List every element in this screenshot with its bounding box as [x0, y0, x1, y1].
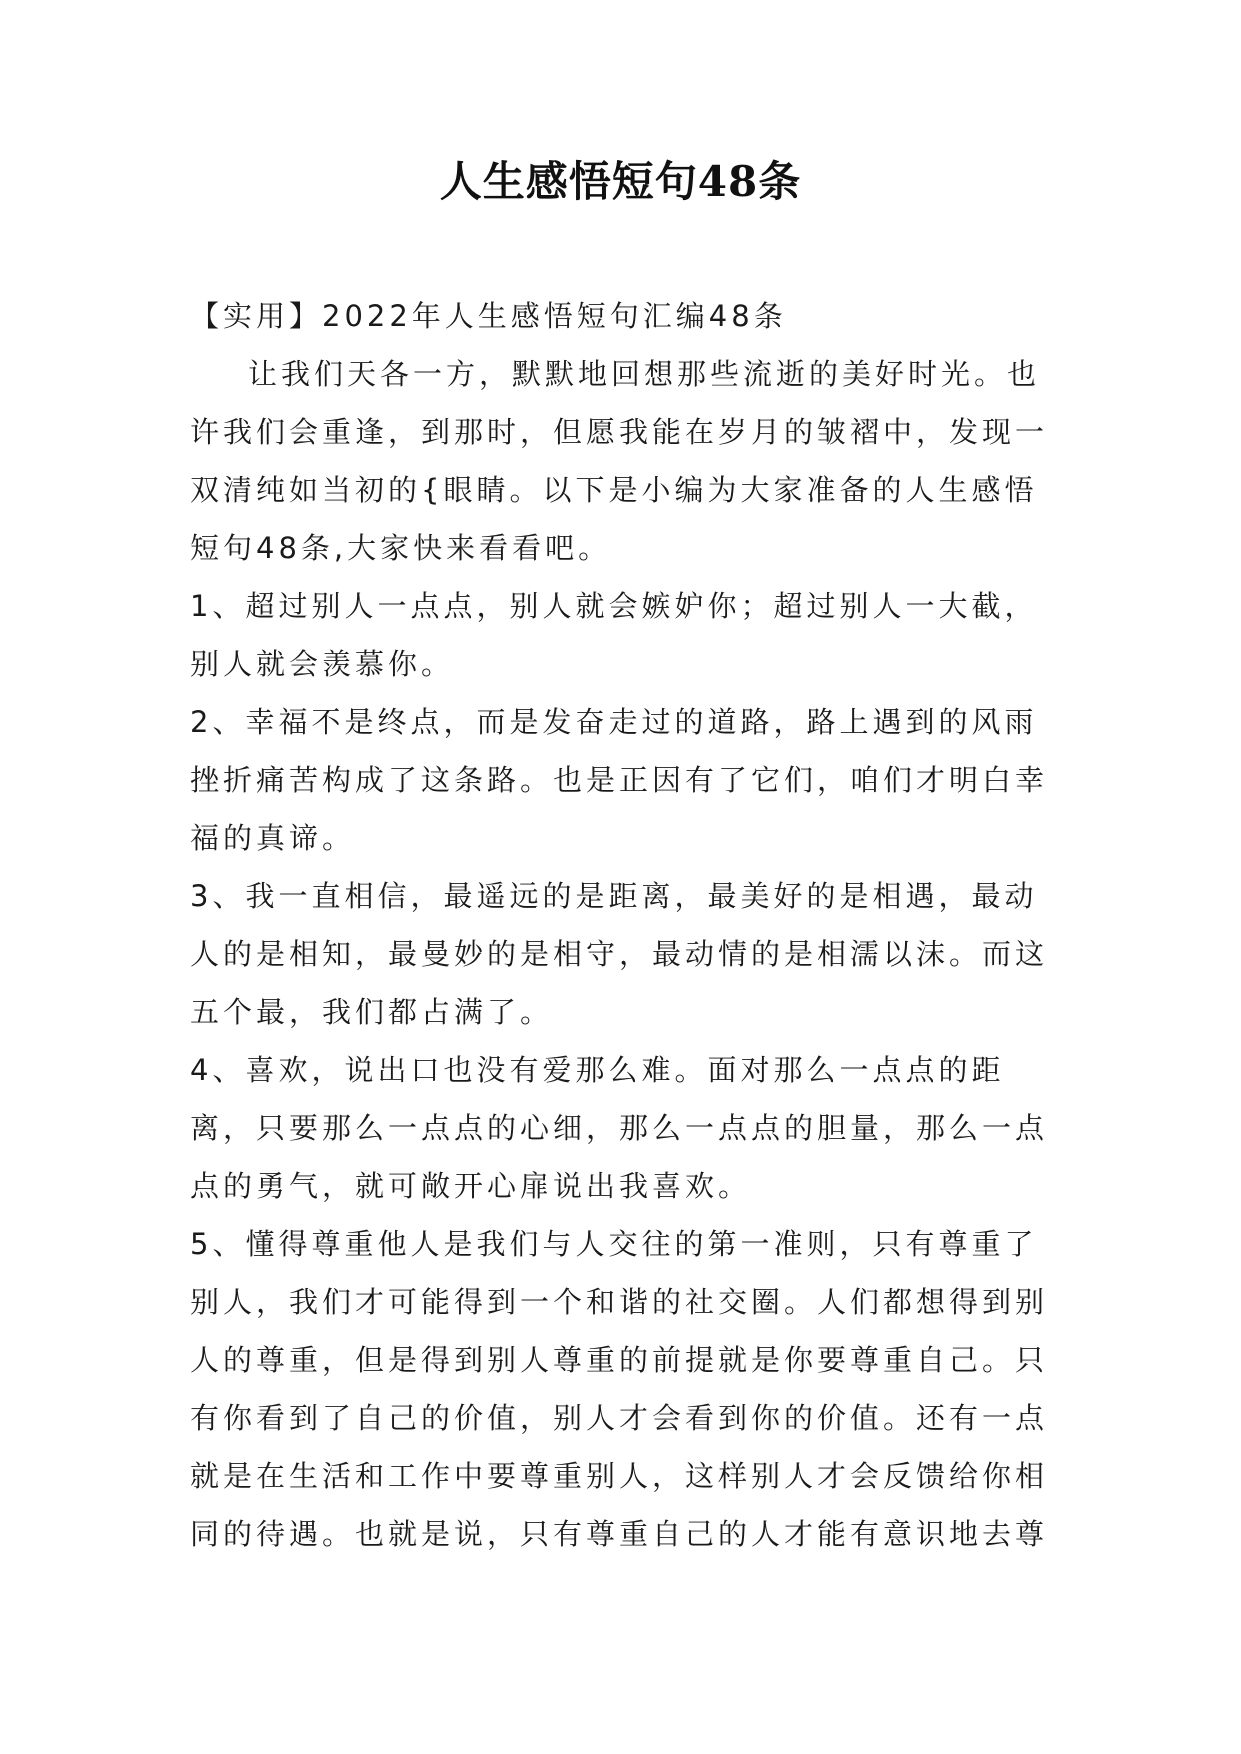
list-item-4: 4、喜欢，说出口也没有爱那么难。面对那么一点点的距离，只要那么一点点的心细，那么一点点的胆量，那么一点点的勇气，就可敞开心扉说出我喜欢。 — [190, 1053, 1049, 1203]
list-item-2: 2、幸福不是终点，而是发奋走过的道路，路上遇到的风雨挫折痛苦构成了这条路。也是正因有了它们，咱们才明白幸福的真谛。 — [190, 705, 1049, 855]
list-item-1: 1、超过别人一点点，别人就会嫉妒你；超过别人一大截，别人就会羡慕你。 — [190, 589, 1038, 681]
intro-paragraph: 让我们天各一方，默默地回想那些流逝的美好时光。也许我们会重逢，到那时，但愿我能在岁月的皱褶中，发现一双清纯如当初的{眼睛。以下是小编为大家准备的人生感悟短句48条,大家快来看看吧。 — [190, 357, 1049, 565]
document-body — [190, 287, 1060, 1563]
document-subtitle: 【实用】2022年人生感悟短句汇编48条 — [190, 299, 787, 333]
list-item-3: 3、我一直相信，最遥远的是距离，最美好的是相遇，最动人的是相知，最曼妙的是相守，最动情的是相濡以沫。而这五个最，我们都占满了。 — [190, 879, 1049, 1029]
document-title: 人生感悟短句48条 — [439, 157, 802, 206]
list-item-5: 5、懂得尊重他人是我们与人交往的第一准则，只有尊重了别人，我们才可能得到一个和谐的社交圈。人们都想得到别人的尊重，但是得到别人尊重的前提就是你要尊重自己。只有你看到了自己的价值，别人才会看到你的价值。还有一点就是在生活和工作中要尊重别人，这样别人才会反馈给你相同的待遇。也就是说，只有尊重自己的人才能有意识地去尊 — [190, 1227, 1049, 1551]
